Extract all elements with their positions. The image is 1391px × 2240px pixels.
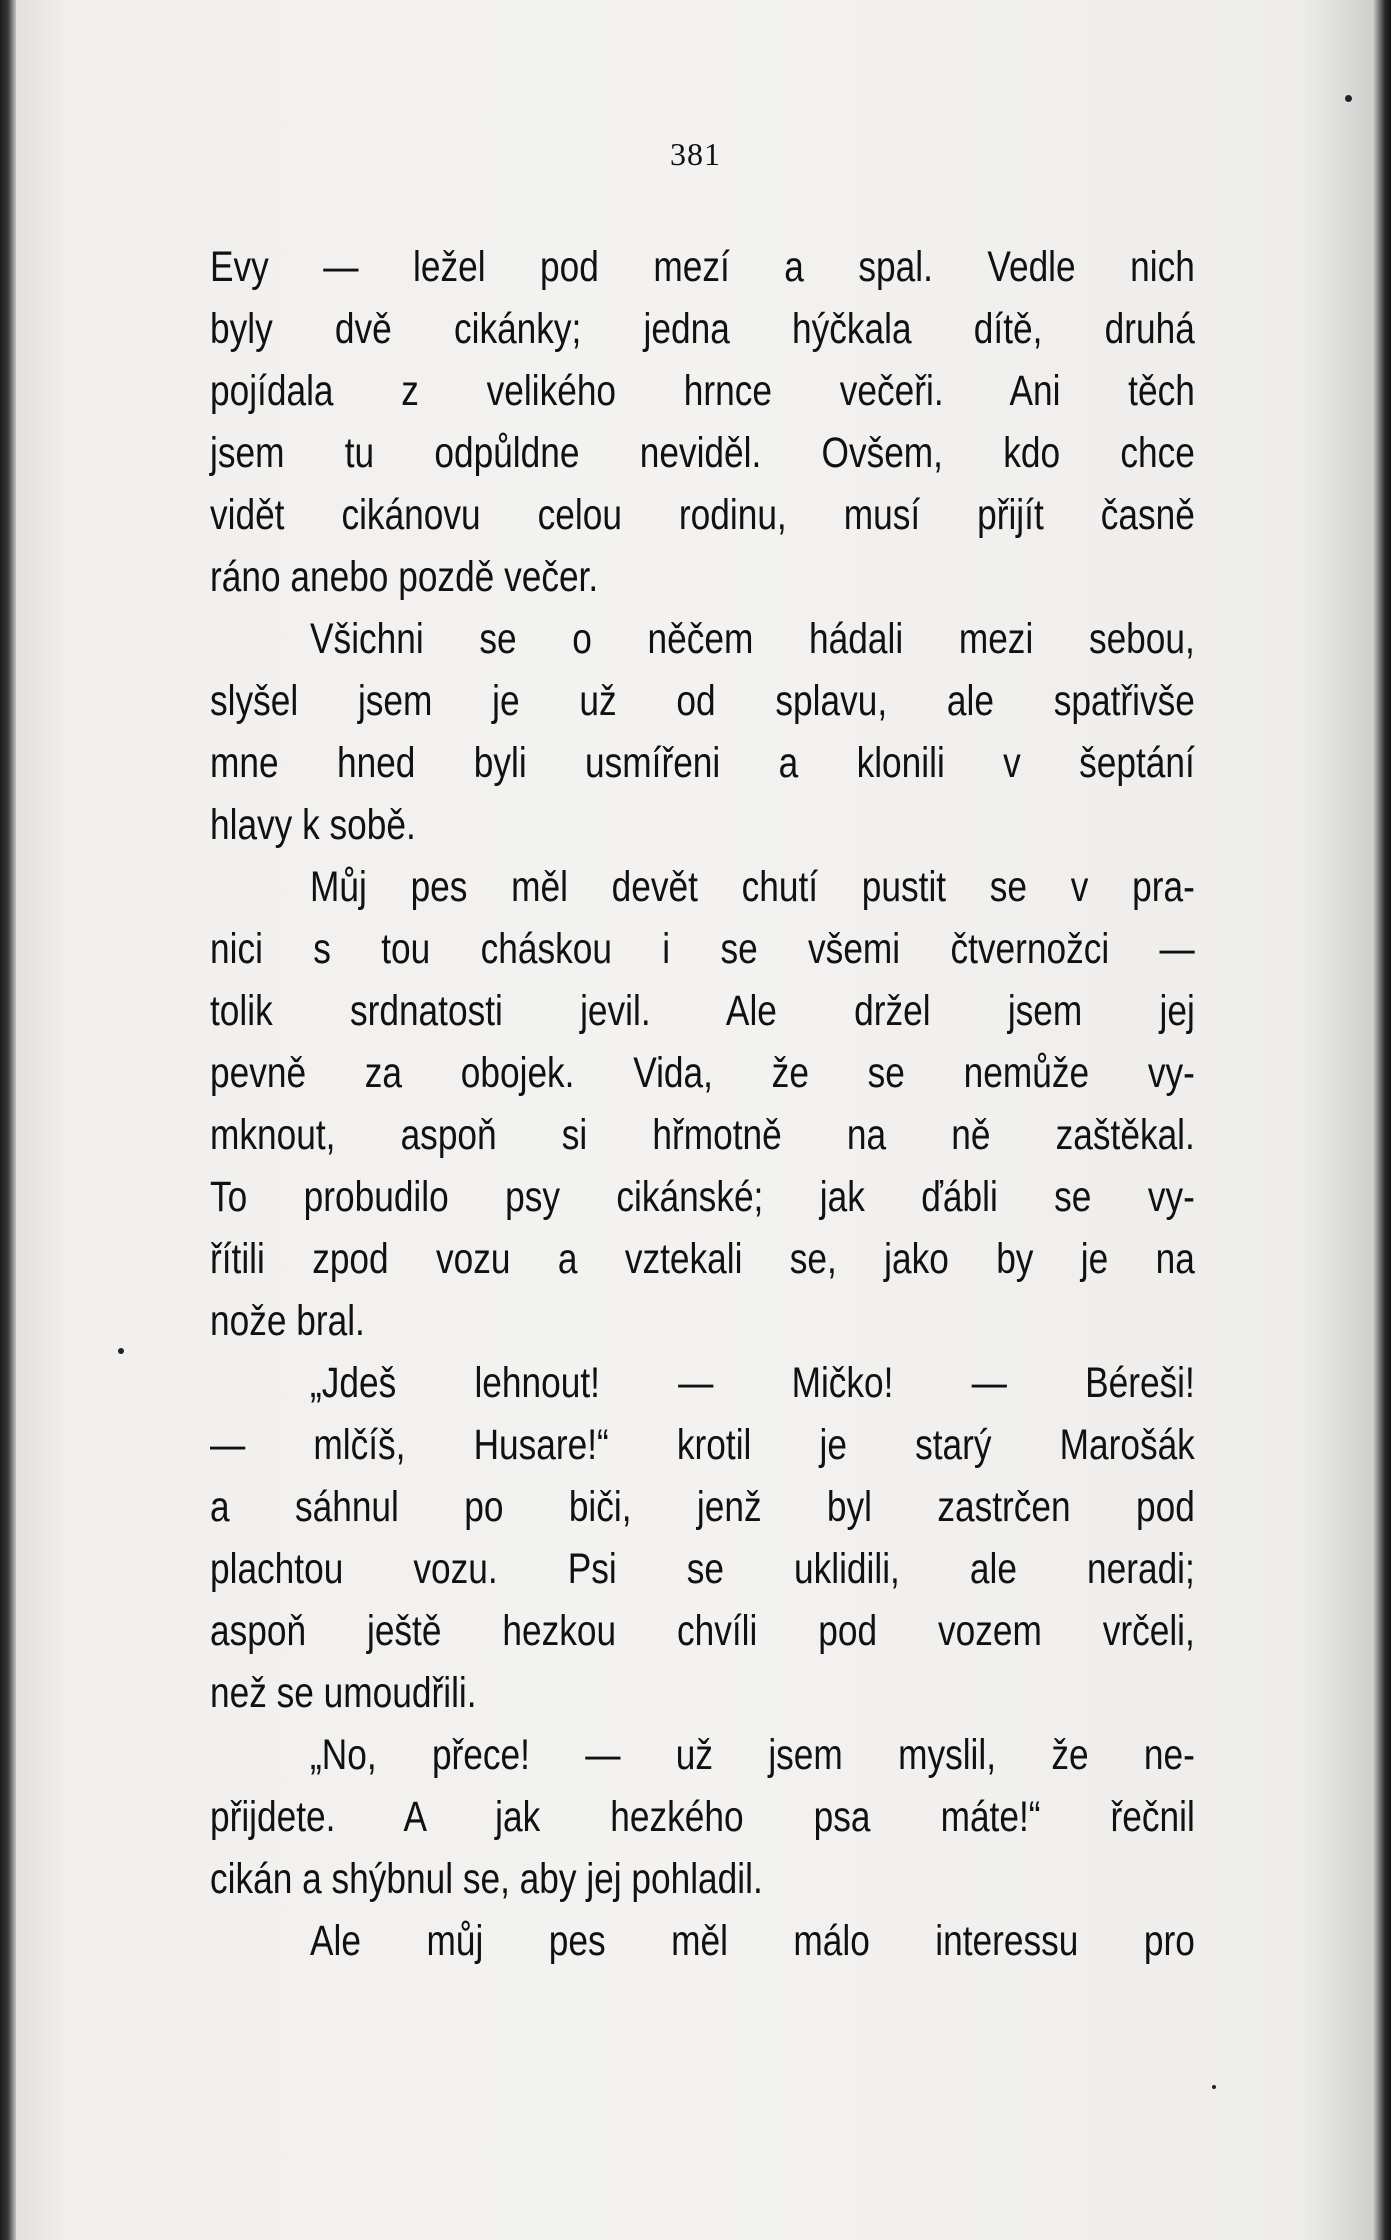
text-line: jsem tu odpůldne neviděl. Ovšem, kdo chce (210, 429, 1195, 477)
text-line: než se umoudřili. (210, 1669, 477, 1717)
right-edge-shadow (1373, 0, 1391, 2240)
left-edge-shadow (0, 0, 16, 2240)
text-line: — mlčíš, Husare!“ krotil je starý Marošák (210, 1421, 1195, 1469)
text-line: Můj pes měl devět chutí pustit se v pra- (310, 863, 1195, 911)
ink-speck (1212, 2085, 1216, 2089)
ink-speck (1345, 95, 1352, 102)
text-line: „No, přece! — už jsem myslil, že ne- (310, 1731, 1195, 1779)
text-line: řítili zpod vozu a vztekali se, jako by je na (210, 1235, 1195, 1283)
body-text (210, 236, 1195, 1972)
text-line: hlavy k sobě. (210, 801, 416, 849)
text-line: přijdete. A jak hezkého psa máte!“ řečnil (210, 1793, 1195, 1841)
text-line: aspoň ještě hezkou chvíli pod vozem vrčeli, (210, 1607, 1195, 1655)
text-line: Ale můj pes měl málo interessu pro (310, 1917, 1195, 1965)
text-line: mknout, aspoň si hřmotně na ně zaštěkal. (210, 1111, 1195, 1159)
text-line: vidět cikánovu celou rodinu, musí přijít časně (210, 491, 1195, 539)
text-line: a sáhnul po biči, jenž byl zastrčen pod (210, 1483, 1195, 1531)
text-line: pojídala z velikého hrnce večeři. Ani těch (210, 367, 1195, 415)
page-number: 381 (670, 136, 721, 172)
text-line: plachtou vozu. Psi se uklidili, ale neradi; (210, 1545, 1195, 1593)
text-line: slyšel jsem je už od splavu, ale spatřivše (210, 677, 1195, 725)
text-line: cikán a shýbnul se, aby jej pohladil. (210, 1855, 763, 1903)
text-line: ráno anebo pozdě večer. (210, 553, 599, 601)
text-line: „Jdeš lehnout! — Mičko! — Béreši! (310, 1359, 1195, 1407)
text-line: mne hned byli usmířeni a klonili v šeptání (210, 739, 1195, 787)
text-line: nici s tou cháskou i se všemi čtvernožci — (210, 925, 1195, 973)
ink-speck (118, 1348, 124, 1354)
text-line: tolik srdnatosti jevil. Ale držel jsem jej (210, 987, 1195, 1035)
text-line: pevně za obojek. Vida, že se nemůže vy- (210, 1049, 1195, 1097)
text-line: To probudilo psy cikánské; jak ďábli se vy- (210, 1173, 1195, 1221)
text-line: Evy — ležel pod mezí a spal. Vedle nich (210, 243, 1195, 291)
text-line: nože bral. (210, 1297, 365, 1345)
text-line: Všichni se o něčem hádali mezi sebou, (310, 615, 1195, 663)
text-line: byly dvě cikánky; jedna hýčkala dítě, druhá (210, 305, 1195, 353)
